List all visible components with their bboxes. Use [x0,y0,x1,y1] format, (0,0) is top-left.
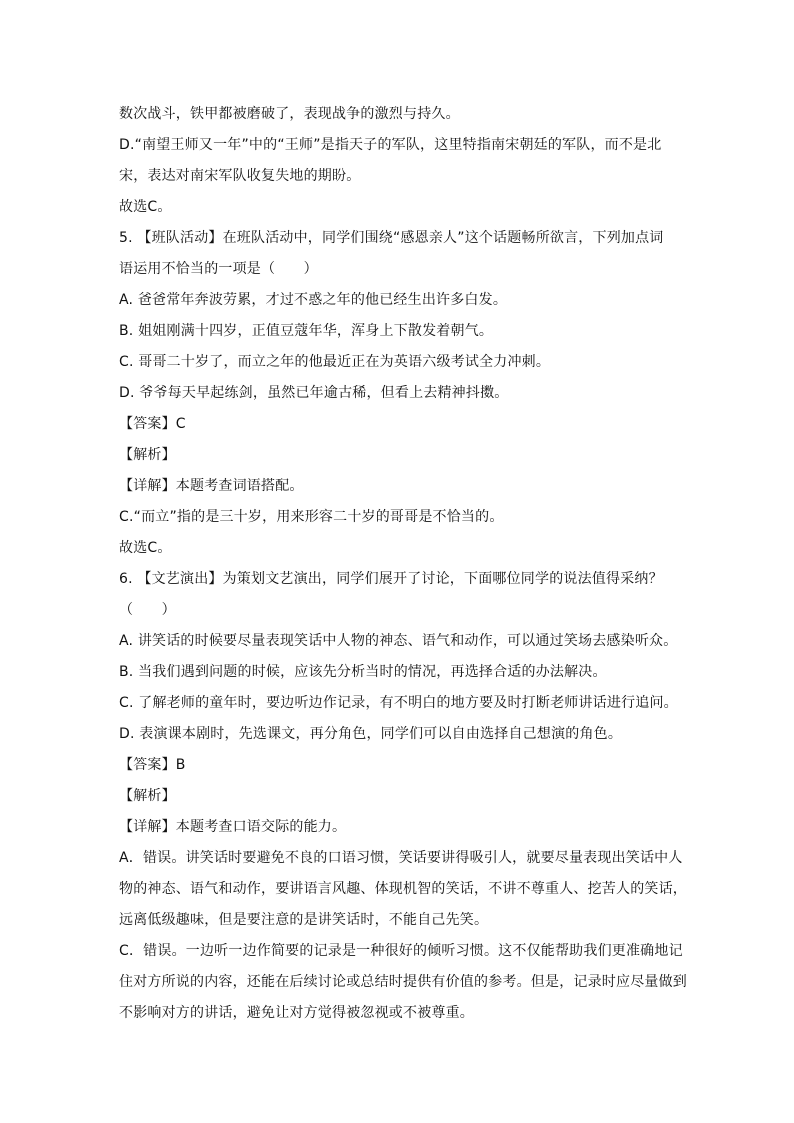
text-line: 远离低级趣味，但是要注意的是讲笑话时，不能自己先笑。 [119,912,489,928]
question-5-stem: 5. 【班队活动】在班队活动中，同学们围绕“感恩亲人”这个话题畅所欲言，下列加点词 [119,230,664,246]
text-line: 物的神态、语气和动作，要讲语言风趣、体现机智的笑话，不讲不尊重人、挖苦人的笑话， [119,881,687,897]
option-b: B. 姐姐刚满十四岁，正值豆蔻年华，浑身上下散发着朝气。 [119,323,494,339]
text-line: C.“而立”指的是三十岁，用来形容二十岁的哥哥是不恰当的。 [119,509,504,525]
text-line: 不影响对方的讲话，避免让对方觉得被忽视或不被尊重。 [119,1005,474,1021]
option-c: C. 了解老师的童年时，要边听边作记录，有不明白的地方要及时打断老师讲话进行追问。 [119,695,678,711]
option-b: B. 当我们遇到问题的时候，应该先分析当时的情况，再选择合适的办法解决。 [119,664,607,680]
text-line: 住对方所说的内容，还能在后续讨论或总结时提供有价值的参考。但是，记录时应尽量做到 [119,974,687,990]
text-line: （ ） [119,602,176,618]
text-line: 语运用不恰当的一项是（ ） [119,261,318,277]
text-line: A．错误。讲笑话时要避免不良的口语习惯，笑话要讲得吸引人，就要尽量表现出笑话中人 [119,850,683,866]
analysis-label: 【解析】 [119,788,176,804]
option-a: A. 爸爸常年奔波劳累，才过不惑之年的他已经生出许多白发。 [119,292,508,308]
answer-label: 【答案】B [119,757,186,773]
option-a: A. 讲笑话的时候要尽量表现笑话中人物的神态、语气和动作，可以通过笑场去感染听众。 [119,633,678,649]
text-line: 宋，表达对南宋军队收复失地的期盼。 [119,168,361,184]
detail-label: 【详解】本题考查词语搭配。 [119,478,304,494]
text-line: 故选C。 [119,540,172,556]
option-d: D. 表演课本剧时，先选课文，再分角色，同学们可以自由选择自己想演的角色。 [119,726,623,742]
text-line: D.“南望王师又一年”中的“王师”是指天子的军队，这里特指南宋朝廷的军队，而不是北 [119,137,662,153]
analysis-label: 【解析】 [119,447,176,463]
option-d: D. 爷爷每天早起练剑，虽然已年逾古稀，但看上去精神抖擞。 [119,385,509,401]
question-6-stem: 6. 【文艺演出】为策划文艺演出，同学们展开了讨论，下面哪位同学的说法值得采纳？ [119,571,663,587]
text-line: 故选C。 [119,199,172,215]
detail-label: 【详解】本题考查口语交际的能力。 [119,819,347,835]
text-line: 数次战斗，铁甲都被磨破了，表现战争的激烈与持久。 [119,106,460,122]
answer-label: 【答案】C [119,416,186,432]
text-line: C．错误。一边听一边作简要的记录是一种很好的倾听习惯。这不仅能帮助我们更准确地记 [119,943,683,959]
option-c: C. 哥哥二十岁了，而立之年的他最近正在为英语六级考试全力冲刺。 [119,354,551,370]
